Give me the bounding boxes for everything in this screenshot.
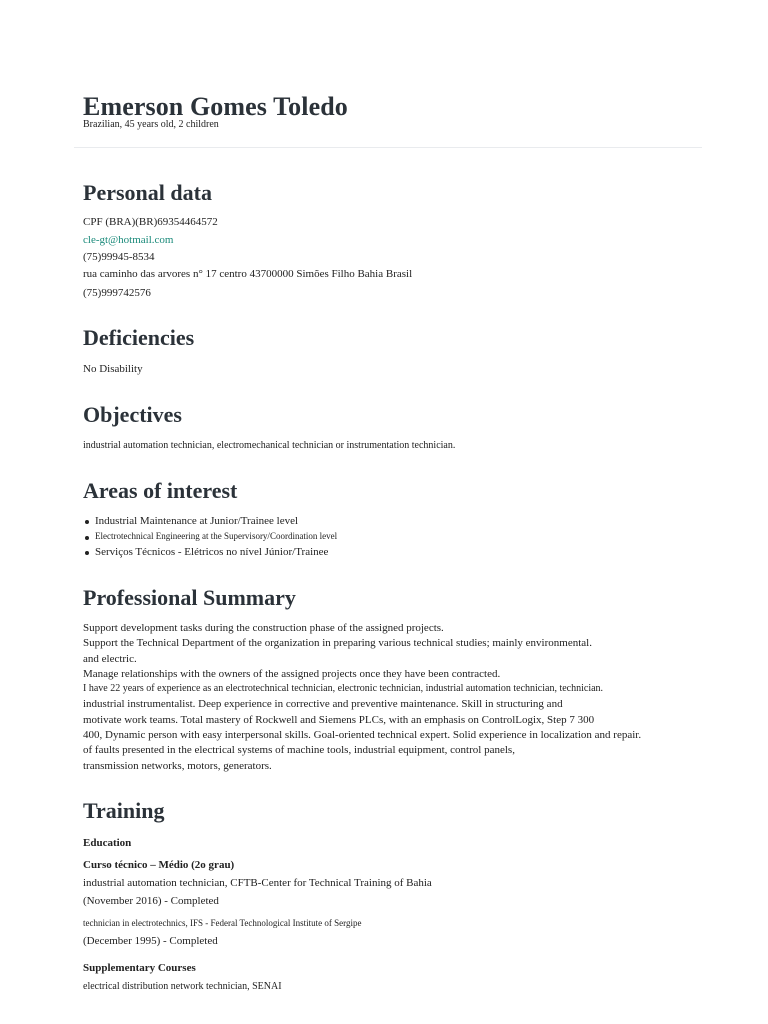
course-level: Curso técnico – Médio (2o grau) [83,859,235,871]
email-link[interactable]: cle-gt@hotmail.com [83,234,174,246]
supplementary-course: electrical distribution network technician, SENAI [83,981,282,992]
deficiencies-heading: Deficiencies [83,325,195,350]
summary-line: transmission networks, motors, generators. [83,759,272,772]
professional-summary-text [83,622,641,775]
education-entry-date: (November 2016) - Completed [83,895,219,907]
training-heading: Training [83,798,165,823]
summary-line: of faults presented in the electrical systems of machine tools, industrial equipment, control panels, [83,744,515,757]
summary-line: Support development tasks during the construction phase of the assigned projects. [83,622,444,634]
deficiencies-value: No Disability [83,363,143,375]
education-entry-date: (December 1995) - Completed [83,935,218,947]
address-value: rua caminho das arvores n° 17 centro 43700000 Simões Filho Bahia Brasil [83,268,413,280]
summary-line: Support the Technical Department of the organization in preparing various technical studies; mainly environmental. [83,637,592,650]
list-item: Electrotechnical Engineering at the Supervisory/Coordination level [83,531,337,547]
candidate-subtitle: Brazilian, 45 years old, 2 children [83,119,219,130]
cpf-value: CPF (BRA)(BR)69354464572 [83,216,218,228]
areas-of-interest-list [83,515,337,562]
header-divider [74,147,702,148]
list-item: Industrial Maintenance at Junior/Trainee level [83,515,337,531]
summary-line: industrial instrumentalist. Deep experience in corrective and preventive maintenance. Skill in structuring and [83,698,563,711]
education-entry: technician in electrotechnics, IFS - Federal Technological Institute of Sergipe [83,918,362,928]
education-entry: industrial automation technician, CFTB-Center for Technical Training of Bahia [83,877,432,889]
objectives-heading: Objectives [83,402,182,427]
summary-line: motivate work teams. Total mastery of Rockwell and Siemens PLCs, with an emphasis on ControlLogix, Step 7 300 [83,713,595,726]
supplementary-courses-label: Supplementary Courses [83,962,196,974]
objectives-value: industrial automation technician, electromechanical technician or instrumentation technician. [83,440,456,451]
personal-data-heading: Personal data [83,180,212,205]
summary-line: and electric. [83,652,137,665]
candidate-name: Emerson Gomes Toledo [83,92,348,121]
phone-secondary: (75)999742576 [83,287,151,299]
summary-line: 400, Dynamic person with easy interpersonal skills. Goal-oriented technical expert. Solid experience in localization and repair. [83,729,642,742]
summary-line: I have 22 years of experience as an electrotechnical technician, electronic technician, industrial automation technician, technician. [83,683,604,695]
professional-summary-heading: Professional Summary [83,585,296,610]
areas-of-interest-heading: Areas of interest [83,478,238,503]
summary-line: Manage relationships with the owners of the assigned projects once they have been contracted. [83,667,501,680]
education-label: Education [83,837,132,849]
list-item: Serviços Técnicos - Elétricos no nível Júnior/Trainee [83,546,337,562]
phone-primary: (75)99945-8534 [83,251,155,263]
